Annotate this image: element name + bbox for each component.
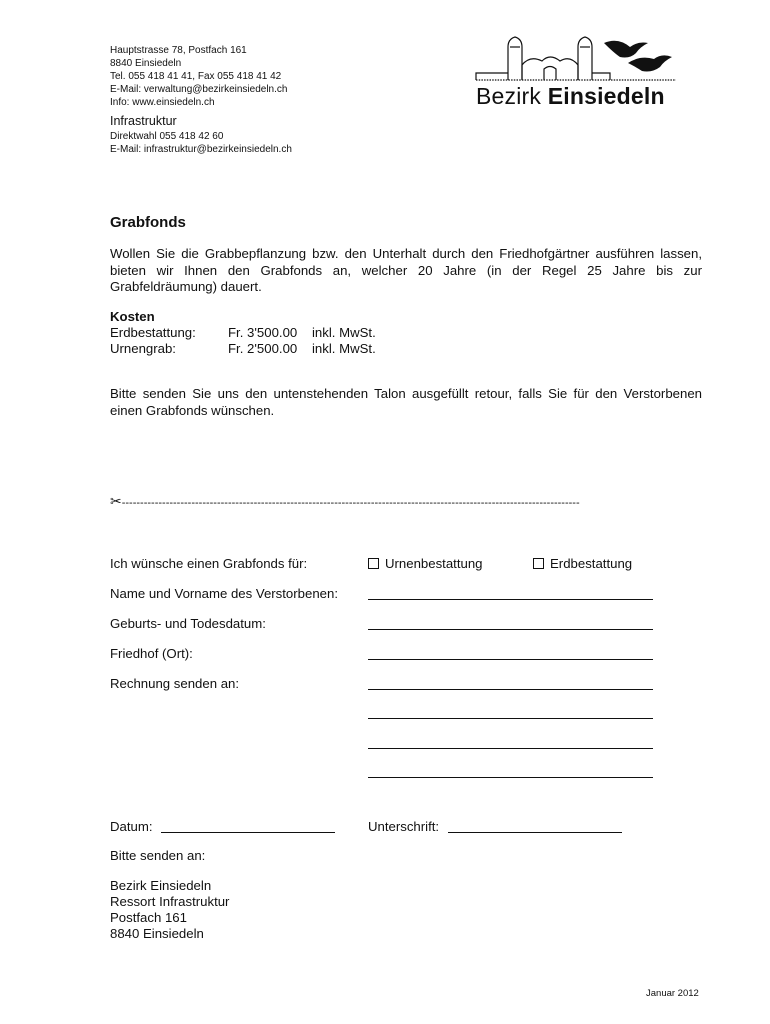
option-label: Erdbestattung <box>550 556 633 571</box>
scissors-icon: ✂ <box>110 493 122 509</box>
send-to-label: Bitte senden an: <box>110 848 206 863</box>
address-line: Hauptstrasse 78, Postfach 161 <box>110 45 247 56</box>
date-label: Datum: <box>110 819 153 834</box>
cost-note: inkl. MwSt. <box>312 341 376 356</box>
cost-label: Erdbestattung: <box>110 325 196 340</box>
cemetery-label: Friedhof (Ort): <box>110 646 193 661</box>
send-to-block <box>110 848 229 942</box>
wish-label: Ich wünsche einen Grabfonds für: <box>110 556 308 571</box>
intro-paragraph: Wollen Sie die Grabbepflanzung bzw. den Unterhalt durch den Friedhofgärtner ausführen lassen, bieten wir Ihnen den Grabfonds an, welcher 20 Jahre (in der Regel 25 Jahre bis zur Grabfeldräumung) dauert. <box>110 246 702 294</box>
address-line: 8840 Einsiedeln <box>110 58 182 69</box>
bezirk-einsiedeln-logo <box>470 33 682 113</box>
page-title: Grabfonds <box>110 214 186 231</box>
cost-row <box>110 325 376 341</box>
dates-field[interactable] <box>368 629 653 630</box>
cemetery-field[interactable] <box>368 659 653 660</box>
sender-address <box>110 44 287 109</box>
address-line: Info: www.einsiedeln.ch <box>110 97 215 108</box>
recipient-line: Ressort Infrastruktur <box>110 894 230 909</box>
cost-row <box>110 341 376 357</box>
cost-amount: Fr. 3'500.00 <box>228 325 298 340</box>
logo-word-einsiedeln: Einsiedeln <box>547 83 665 109</box>
monastery-and-ravens-icon <box>470 33 682 85</box>
department-contact <box>110 130 292 156</box>
checkbox-urnenbestattung[interactable] <box>368 558 379 569</box>
recipient-line: Bezirk Einsiedeln <box>110 878 212 893</box>
date-field[interactable] <box>161 832 335 833</box>
address-line: E-Mail: verwaltung@bezirkeinsiedeln.ch <box>110 84 288 95</box>
request-paragraph: Bitte senden Sie uns den untenstehenden Talon ausgefüllt retour, falls Sie für den Verstorbenen einen Grabfonds wünschen. <box>110 386 702 418</box>
option-label: Urnenbestattung <box>385 556 483 571</box>
document-date: Januar 2012 <box>646 988 699 999</box>
option-erdbestattung[interactable] <box>533 556 632 571</box>
address-line: Tel. 055 418 41 41, Fax 055 418 41 42 <box>110 71 282 82</box>
signature-field[interactable] <box>448 832 622 833</box>
recipient-line: Postfach 161 <box>110 910 187 925</box>
recipient-line: 8840 Einsiedeln <box>110 926 204 941</box>
name-field[interactable] <box>368 599 653 600</box>
costs-section <box>110 309 376 357</box>
logo-wordmark <box>476 83 665 110</box>
invoice-field-line-3[interactable] <box>368 748 653 749</box>
dashed-cut-line: ----------------------------------------------------------------------------------------------------------------------------- <box>121 497 580 509</box>
department-line: Direktwahl 055 418 42 60 <box>110 131 224 142</box>
name-label: Name und Vorname des Verstorbenen: <box>110 586 338 601</box>
invoice-field-line-1[interactable] <box>368 689 653 690</box>
cut-line <box>110 493 700 510</box>
signature-label: Unterschrift: <box>368 819 440 834</box>
option-urnenbestattung[interactable] <box>368 556 483 571</box>
department-line: E-Mail: infrastruktur@bezirkeinsiedeln.ch <box>110 144 292 155</box>
department-title: Infrastruktur <box>110 114 177 128</box>
checkbox-erdbestattung[interactable] <box>533 558 544 569</box>
costs-heading: Kosten <box>110 309 155 324</box>
cost-label: Urnengrab: <box>110 341 176 356</box>
cost-note: inkl. MwSt. <box>312 325 376 340</box>
dates-label: Geburts- und Todesdatum: <box>110 616 266 631</box>
invoice-field-line-2[interactable] <box>368 718 653 719</box>
cost-amount: Fr. 2'500.00 <box>228 341 298 356</box>
logo-word-bezirk: Bezirk <box>476 83 542 109</box>
invoice-field-line-4[interactable] <box>368 777 653 778</box>
invoice-label: Rechnung senden an: <box>110 676 240 691</box>
